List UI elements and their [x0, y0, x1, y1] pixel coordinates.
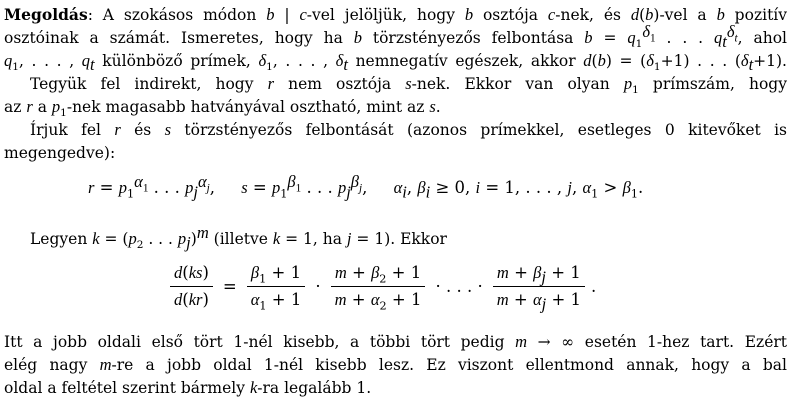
- solution-heading: Megoldás: [4, 5, 88, 24]
- solution-line-4: Tegyük fel indirekt, hogy r nem osztója s-nek. Ekkor van olyan $p_1$ prímszám, hogy: [30, 74, 787, 97]
- factorization-equation: $r = p_1^{\alpha_1}$ . . . $p_j^{\alpha_j}$, $s = p_1^{\beta_1}$ . . . $p_j^{\beta_j}$, $\alpha_i$, $\beta_i \ge 0$, i = 1, . . . , j, $\alpha_1 > \beta_1$.: [88, 171, 644, 202]
- solution-line-2: osztóinak a számát. Ismeretes, hogy ha b törzstényezős felbontása $b = q_1^{\delta_1}$ . . . $q_t^{\delta_t}$, ahol: [4, 21, 787, 52]
- solution-line-6: Írjuk fel r és s törzstényezős felbontását (azonos prímekkel, esetleges 0 kitevőket is: [30, 120, 788, 139]
- solution-line-1: Megoldás: A szokásos módon b | c-vel jelöljük, hogy b osztója c-nek, és d(b)-vel a b pozitív: [4, 5, 788, 24]
- solution-line-9: Itt a jobb oldali első tört 1-nél kisebb, a többi tört pedig m → ∞ esetén 1-hez tart. Ezért: [4, 332, 787, 351]
- solution-line-5: az r a $p_1$-nek magasabb hatványával osztható, mint az s.: [4, 97, 441, 120]
- solution-line-11: oldal a feltétel szerint bármely k-ra legalább 1.: [4, 378, 372, 397]
- solution-line-8: Legyen $k = (p_2$ . . . $p_j)^m$ (illetve k = 1, ha j = 1). Ekkor: [30, 222, 447, 253]
- solution-line-3: $q_1$, . . . , $q_t$ különböző prímek, $\delta_1$, . . . , $\delta_t$ nemnegatív egészek, akkor $d(b) = (\delta_1+1)$ . . . $(\delta_t+1)$.: [4, 51, 787, 75]
- solution-line-10: elég nagy m-re a jobb oldal 1-nél kisebb lesz. Ez viszont ellentmond annak, hogy a bal: [4, 355, 788, 374]
- ratio-equation: $\frac{d(ks)}{d(kr)}$ = $\frac{\beta_1 + 1}{\alpha_1 + 1}$ · $\frac{m + \beta_2 + 1}{m + \alpha_2 + 1}$ · . . . · $\frac{m + \beta_j + 1}{m + \alpha_j + 1}$ .: [170, 263, 596, 310]
- solution-line-7: megengedve):: [4, 144, 116, 162]
